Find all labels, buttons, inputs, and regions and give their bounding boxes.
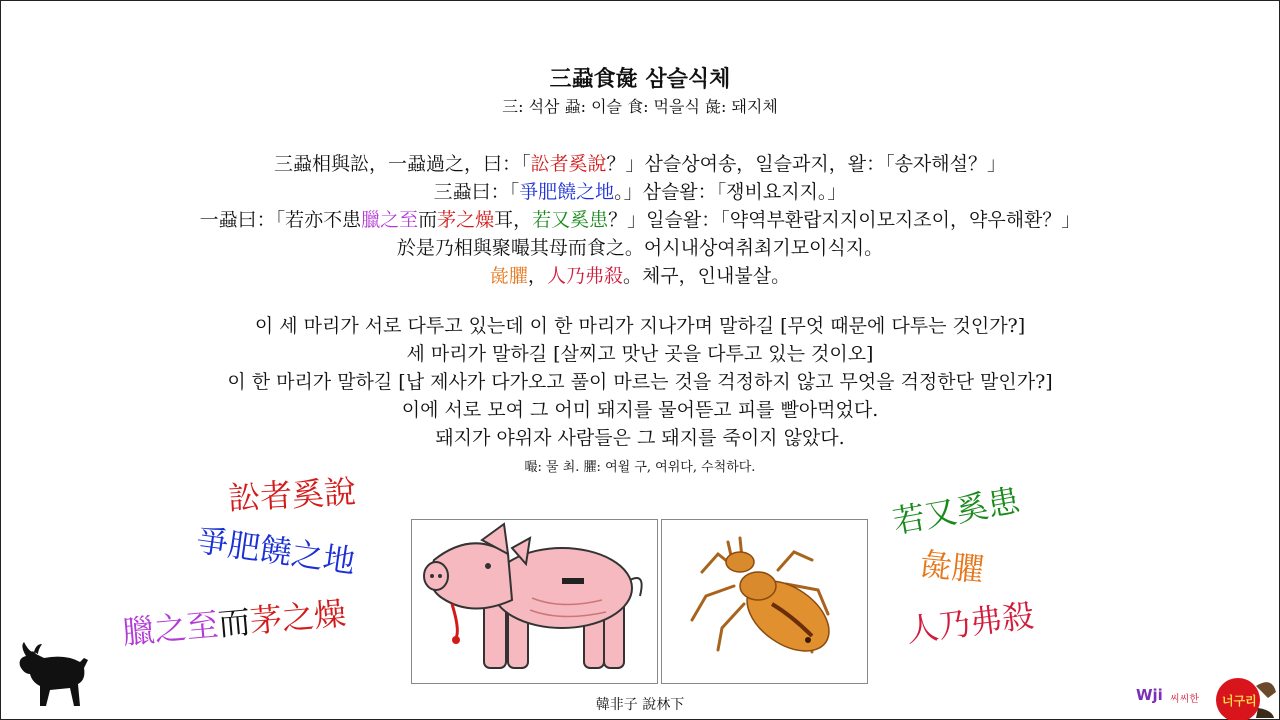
text-line-5-post: 。체구，인내불살。	[622, 265, 791, 287]
text-line-1	[0, 150, 1280, 178]
text-line-5-mid: ，	[527, 265, 547, 287]
text-line-3-highlight-b: 茅之燥	[437, 209, 495, 231]
text-line-5	[0, 262, 1280, 290]
deco-che-gu: 彘臞	[917, 544, 986, 590]
deco-mo-ji-jo: 茅之燥	[248, 594, 348, 641]
logo-mid-text: 씨씨한	[1170, 694, 1199, 705]
korean-line-5: 돼지가 야위자 사람들은 그 돼지를 죽이지 않았다.	[435, 427, 845, 449]
page-title: 三蝨食彘 삼슬식체	[549, 66, 731, 92]
pig-illustration	[411, 519, 658, 684]
text-line-1-post: ？」삼슬상여송，일슬과지，왈：「송자해설？」	[606, 153, 1006, 175]
text-line-4-plain: 於是乃相與聚嘬其母而食之。어시내상여취최기모이식지。	[396, 237, 884, 259]
deco-i: 而	[216, 602, 252, 644]
text-line-1-pre: 三蝨相與訟，一蝨過之，曰：「	[274, 153, 531, 175]
korean-translation	[0, 312, 1280, 452]
page-subtitle: 三: 석삼 蝨: 이슬 食: 먹을식 彘: 돼지체	[502, 97, 778, 116]
text-line-1-highlight: 訟者奚說	[530, 153, 607, 175]
deco-rap-ji-ji: 臘之至	[120, 605, 220, 652]
korean-line-4: 이에 서로 모여 그 어미 돼지를 물어뜯고 피를 빨아먹었다.	[401, 399, 879, 421]
raccoon-logo	[1128, 668, 1280, 720]
text-line-3-mid: 而	[418, 209, 438, 231]
text-line-5-highlight-a: 彘臞	[489, 265, 528, 287]
text-line-3-pre: 一蝨曰：「若亦不患	[199, 209, 362, 231]
text-line-3-mid2: 耳，	[494, 209, 533, 231]
text-line-2-highlight: 爭肥饒之地	[519, 181, 615, 203]
text-line-3-post: ？」일슬왈：「약역부환랍지지이모지조이，약우해환？」	[608, 209, 1081, 231]
logo-left-text: Wji	[1136, 686, 1163, 704]
text-line-3-highlight-c: 若又奚患	[532, 209, 609, 231]
classical-text	[0, 150, 1280, 290]
text-line-2-pre: 三蝨曰：「	[433, 181, 520, 203]
text-line-2-post: 。」삼슬왈：「쟁비요지지。」	[614, 181, 847, 203]
logo-right-text: 너구리	[1222, 694, 1257, 708]
louse-photo	[661, 519, 868, 684]
text-line-3	[0, 206, 1280, 234]
deco-in-nae-bul-sal: 人乃弗殺	[904, 596, 1037, 650]
text-line-4	[0, 234, 1280, 262]
korean-line-1: 이 세 마리가 서로 다투고 있는데 이 한 마리가 지나가며 말하길 [무엇 때문에 다투는 것인가?]	[254, 315, 1026, 337]
louse-icon	[662, 520, 867, 683]
text-line-5-highlight-b: 人乃弗殺	[546, 265, 623, 287]
korean-line-2: 세 마리가 말하길 [살찌고 맛난 곳을 다투고 있는 것이오]	[406, 343, 874, 365]
vocab-note: 嘬: 물 최. 臞: 여윌 구, 여위다, 수척하다.	[524, 460, 756, 475]
deco-yak-u-hae-hwan: 若又奚患	[890, 481, 1023, 541]
source-caption: 韓非子 說林下	[595, 697, 685, 713]
deco-jaeng-bi-yo-ji-ji: 爭肥饒之地	[193, 521, 358, 581]
korean-line-3: 이 한 마리가 말하길 [납 제사가 다가오고 풀이 마르는 것을 걱정하지 않고 무엇을 걱정한단 말인가?]	[227, 371, 1053, 393]
pig-icon	[412, 520, 657, 683]
text-line-2	[0, 178, 1280, 206]
text-line-3-highlight-a: 臘之至	[361, 209, 419, 231]
deco-song-ja-hae-seol: 訟者奚說	[227, 472, 358, 518]
